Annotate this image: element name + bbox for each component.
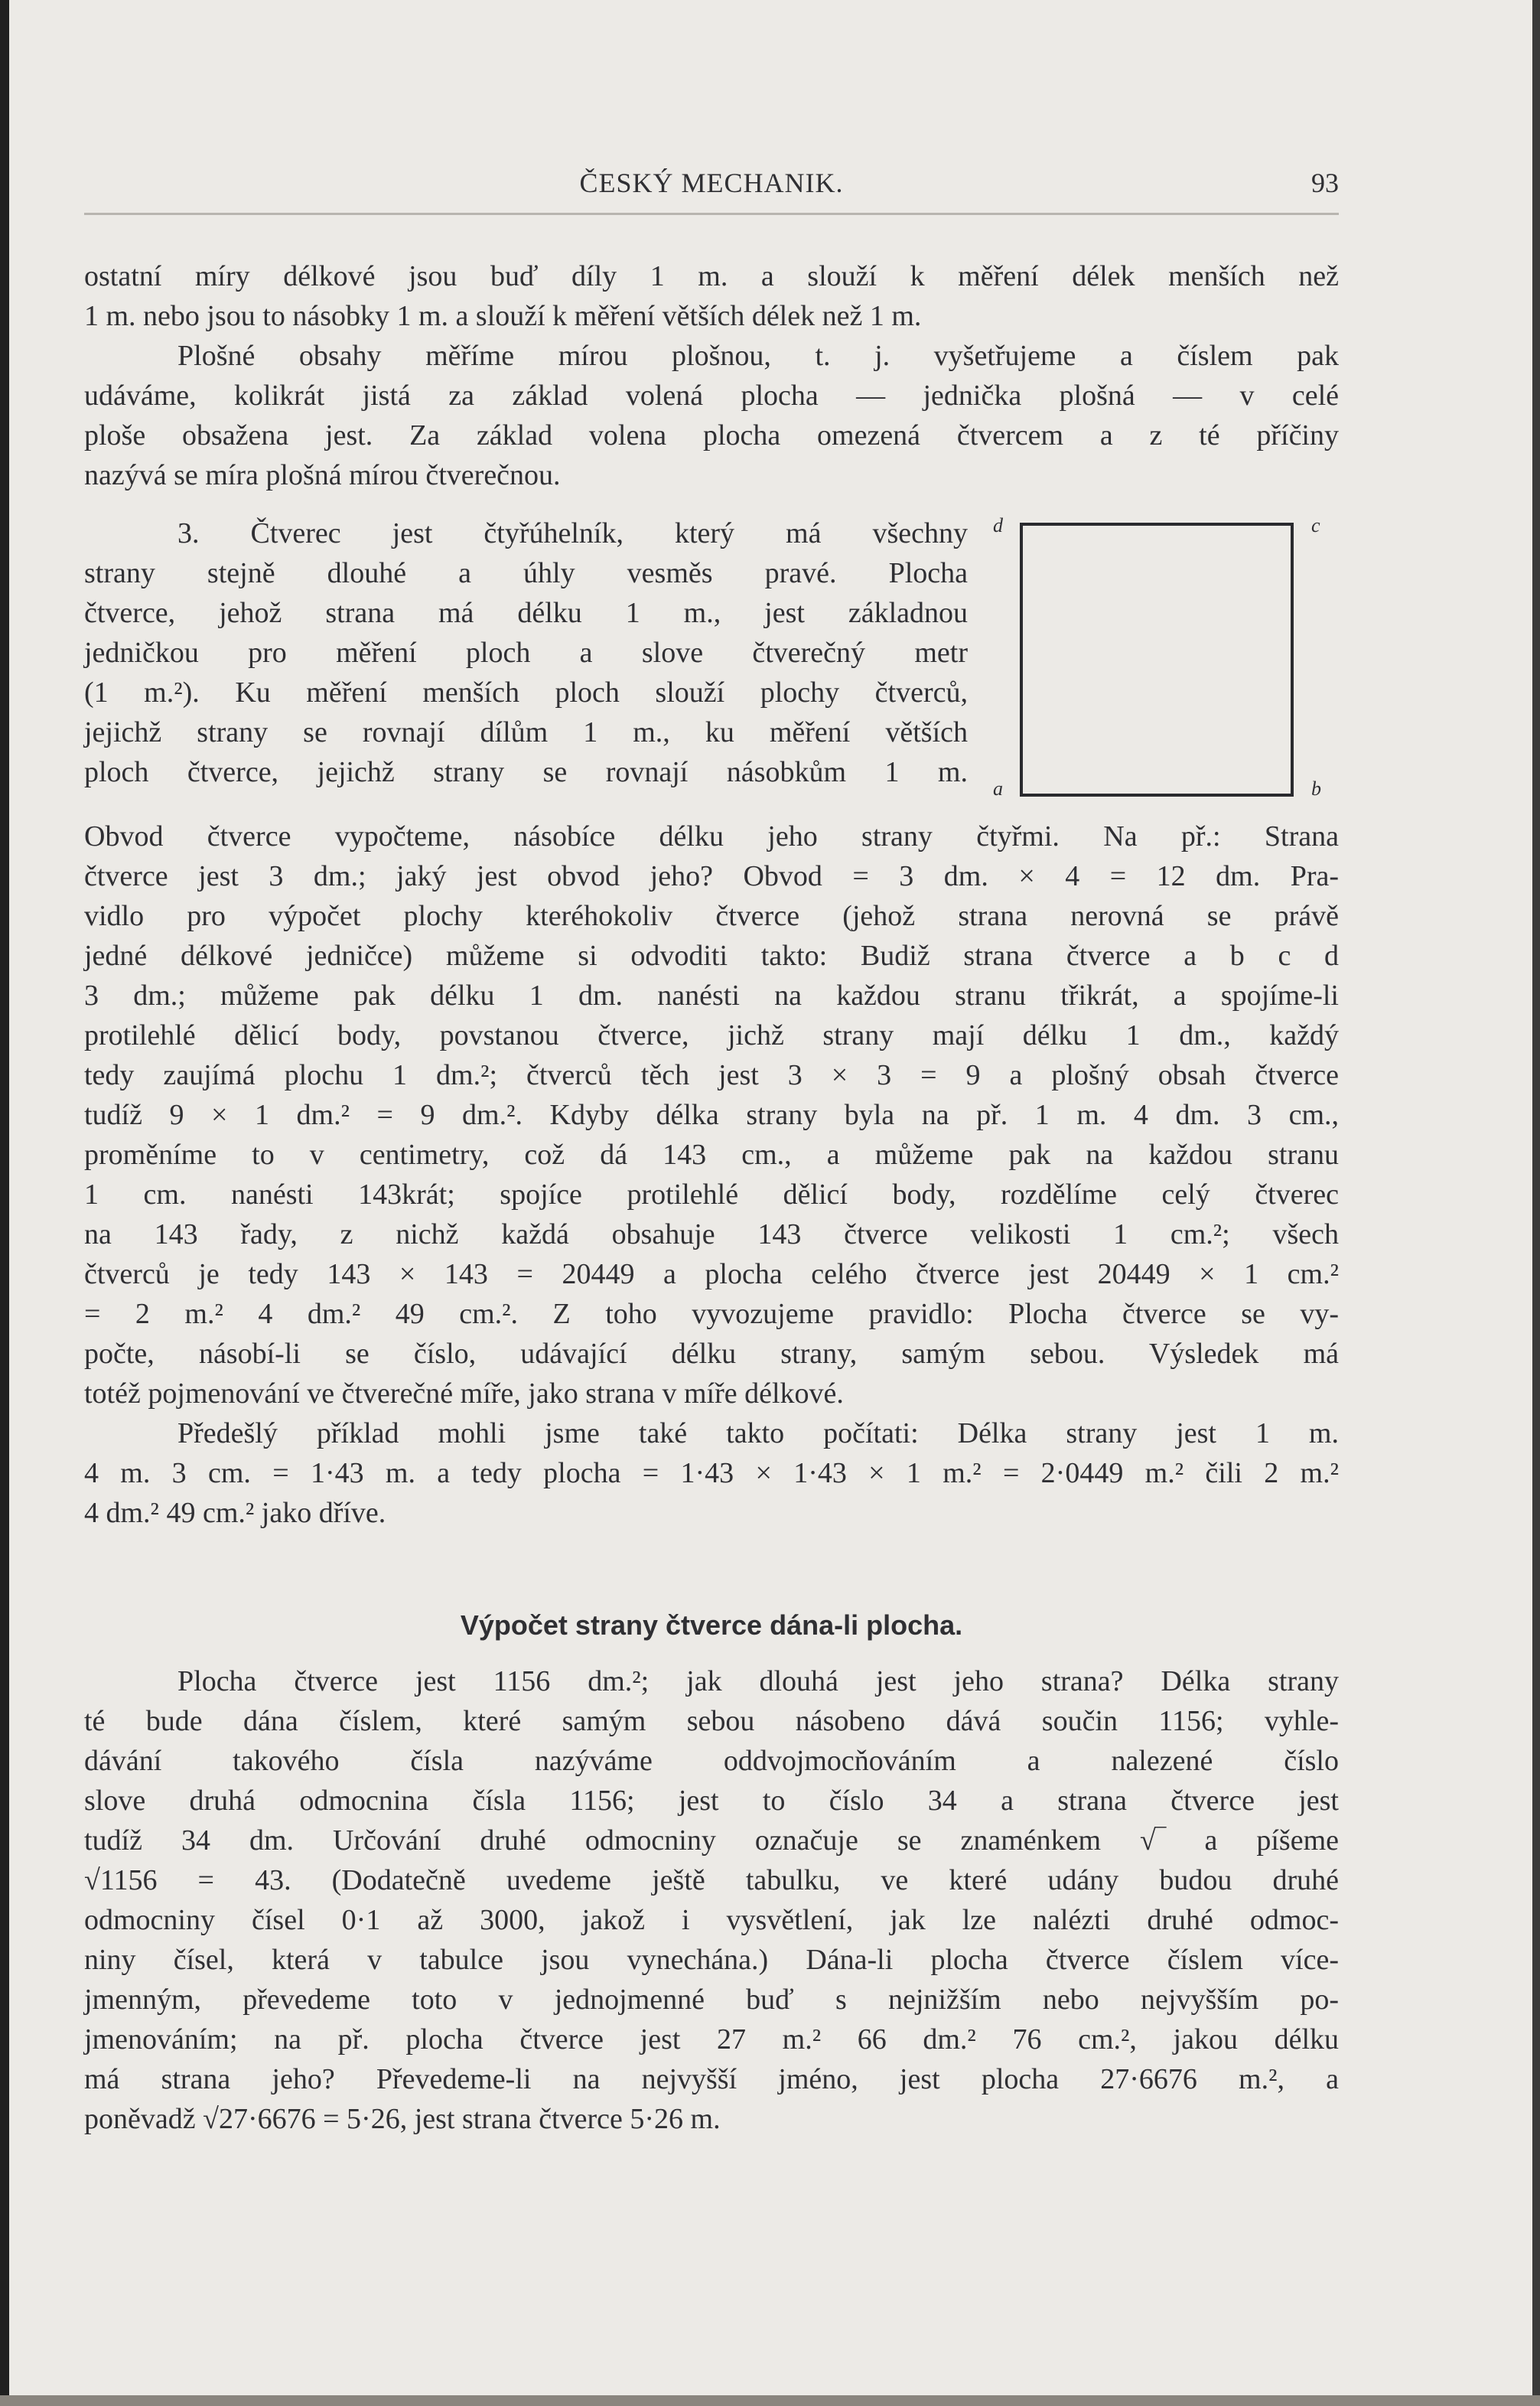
- vertex-label-c: c: [1311, 514, 1320, 536]
- text-line: jejichž strany se rovnají dílům 1 m., ku měření větších: [84, 716, 968, 748]
- running-head: [84, 162, 1339, 208]
- text-line: udáváme, kolikrát jistá za základ volená plocha — jednička plošná — v celé: [84, 380, 1339, 412]
- text-line: 4 m. 3 cm. = 1·43 m. a tedy plocha = 1·43 × 1·43 × 1 m.² = 2·0449 m.² čili 2 m.²: [84, 1457, 1339, 1489]
- text-line: 4 dm.² 49 cm.² jako dříve.: [84, 1497, 386, 1529]
- scan-border-bottom: [0, 2395, 1540, 2406]
- text-line: 3 dm.; můžeme pak délku 1 dm. nanésti na každou stranu třikrát, a spojíme-li: [84, 980, 1339, 1012]
- vertex-label-d: d: [993, 514, 1003, 536]
- text-line: proměníme to v centimetry, což dá 143 cm., a můžeme pak na každou stranu: [84, 1139, 1339, 1171]
- text-line: ostatní míry délkové jsou buď díly 1 m. a slouží k měření délek menších než: [84, 260, 1339, 292]
- text-line: strany stejně dlouhé a úhly vesměs pravé. Plocha: [84, 557, 968, 589]
- text-line: má strana jeho? Převedeme-li na nejvyšší jméno, jest plocha 27·6676 m.², a: [84, 2063, 1339, 2095]
- text-line: dávání takového čísla nazýváme oddvojmocňováním a nalezené číslo: [84, 1745, 1339, 1777]
- text-line: tudíž 9 × 1 dm.² = 9 dm.². Kdyby délka strany byla na př. 1 m. 4 dm. 3 cm.,: [84, 1099, 1339, 1131]
- square-figure: [1020, 523, 1294, 797]
- text-line: té bude dána číslem, které samým sebou násobeno dává součin 1156; vyhle-: [84, 1705, 1339, 1737]
- section-heading: Výpočet strany čtverce dána-li plocha.: [460, 1609, 963, 1641]
- vertex-label-b: b: [1311, 778, 1321, 800]
- text-line: Plošné obsahy měříme mírou plošnou, t. j. vyšetřujeme a číslem pak: [177, 340, 1339, 372]
- text-line: tudíž 34 dm. Určování druhé odmocniny označuje se znaménkem √‾ a píšeme: [84, 1824, 1339, 1857]
- text-line: čtverců je tedy 143 × 143 = 20449 a plocha celého čtverce jest 20449 × 1 cm.²: [84, 1258, 1339, 1290]
- scan-border-right: [1532, 0, 1540, 2406]
- vertex-label-a: a: [993, 778, 1003, 800]
- text-line: √1156 = 43. (Dodatečně uvedeme ještě tabulku, ve které udány budou druhé: [84, 1864, 1339, 1896]
- text-line: Obvod čtverce vypočteme, násobíce délku jeho strany čtyřmi. Na př.: Strana: [84, 820, 1339, 853]
- text-line: jedničkou pro měření ploch a slove čtverečný metr: [84, 637, 968, 669]
- text-line: 1 m. nebo jsou to násobky 1 m. a slouží k měření větších délek než 1 m.: [84, 300, 922, 332]
- text-line: = 2 m.² 4 dm.² 49 cm.². Z toho vyvozujeme pravidlo: Plocha čtverce se vy-: [84, 1298, 1339, 1330]
- text-line: čtverce, jehož strana má délku 1 m., jest základnou: [84, 597, 968, 629]
- text-line: nazývá se míra plošná mírou čtverečnou.: [84, 459, 561, 491]
- text-line: vidlo pro výpočet plochy kteréhokoliv čtverce (jehož strana nerovná se právě: [84, 900, 1339, 932]
- text-line: slove druhá odmocnina čísla 1156; jest to číslo 34 a strana čtverce jest: [84, 1785, 1339, 1817]
- text-line: tedy zaujímá plochu 1 dm.²; čtverců těch jest 3 × 3 = 9 a plošný obsah čtverce: [84, 1059, 1339, 1091]
- text-line: 1 cm. nanésti 143krát; spojíce protilehlé dělicí body, rozdělíme celý čtverec: [84, 1179, 1339, 1211]
- text-line: 3. Čtverec jest čtyřúhelník, který má všechny: [177, 517, 968, 549]
- text-line: jmenným, převedeme toto v jednojmenné buď s nejnižším nebo nejvyšším po-: [84, 1984, 1339, 2016]
- text-line: na 143 řady, z nichž každá obsahuje 143 čtverce velikosti 1 cm.²; všech: [84, 1218, 1339, 1250]
- text-line: poněvadž √27·6676 = 5·26, jest strana čtverce 5·26 m.: [84, 2103, 721, 2135]
- text-line: odmocniny čísel 0·1 až 3000, jakož i vysvětlení, jak lze nalézti druhé odmoc-: [84, 1904, 1339, 1936]
- header-rule: [84, 213, 1339, 215]
- text-line: čtverce jest 3 dm.; jaký jest obvod jeho? Obvod = 3 dm. × 4 = 12 dm. Pra-: [84, 860, 1339, 892]
- text-line: Plocha čtverce jest 1156 dm.²; jak dlouhá jest jeho strana? Délka strany: [177, 1665, 1339, 1697]
- text-line: (1 m.²). Ku měření menších ploch slouží plochy čtverců,: [84, 676, 968, 709]
- text-line: jmenováním; na př. plocha čtverce jest 27 m.² 66 dm.² 76 cm.², jakou délku: [84, 2023, 1339, 2056]
- page-number: 93: [1311, 168, 1339, 198]
- text-line: počte, násobí-li se číslo, udávající délku strany, samým sebou. Výsledek má: [84, 1338, 1339, 1370]
- text-line: protilehlé dělicí body, povstanou čtverce, jichž strany mají délku 1 dm., každý: [84, 1019, 1339, 1051]
- scan-border-left: [0, 0, 9, 2406]
- text-line: ploše obsažena jest. Za základ volena plocha omezená čtvercem a z té příčiny: [84, 419, 1339, 452]
- text-line: ploch čtverce, jejichž strany se rovnají násobkům 1 m.: [84, 756, 968, 788]
- text-line: jedné délkové jedničce) můžeme si odvoditi takto: Budiž strana čtverce a b c d: [84, 940, 1339, 972]
- text-line: niny čísel, která v tabulce jsou vynechána.) Dána-li plocha čtverce číslem více-: [84, 1944, 1339, 1976]
- text-line: Předešlý příklad mohli jsme také takto počítati: Délka strany jest 1 m.: [177, 1417, 1339, 1449]
- journal-title: ČESKÝ MECHANIK.: [579, 168, 844, 198]
- text-line: totéž pojmenování ve čtverečné míře, jako strana v míře délkové.: [84, 1377, 844, 1410]
